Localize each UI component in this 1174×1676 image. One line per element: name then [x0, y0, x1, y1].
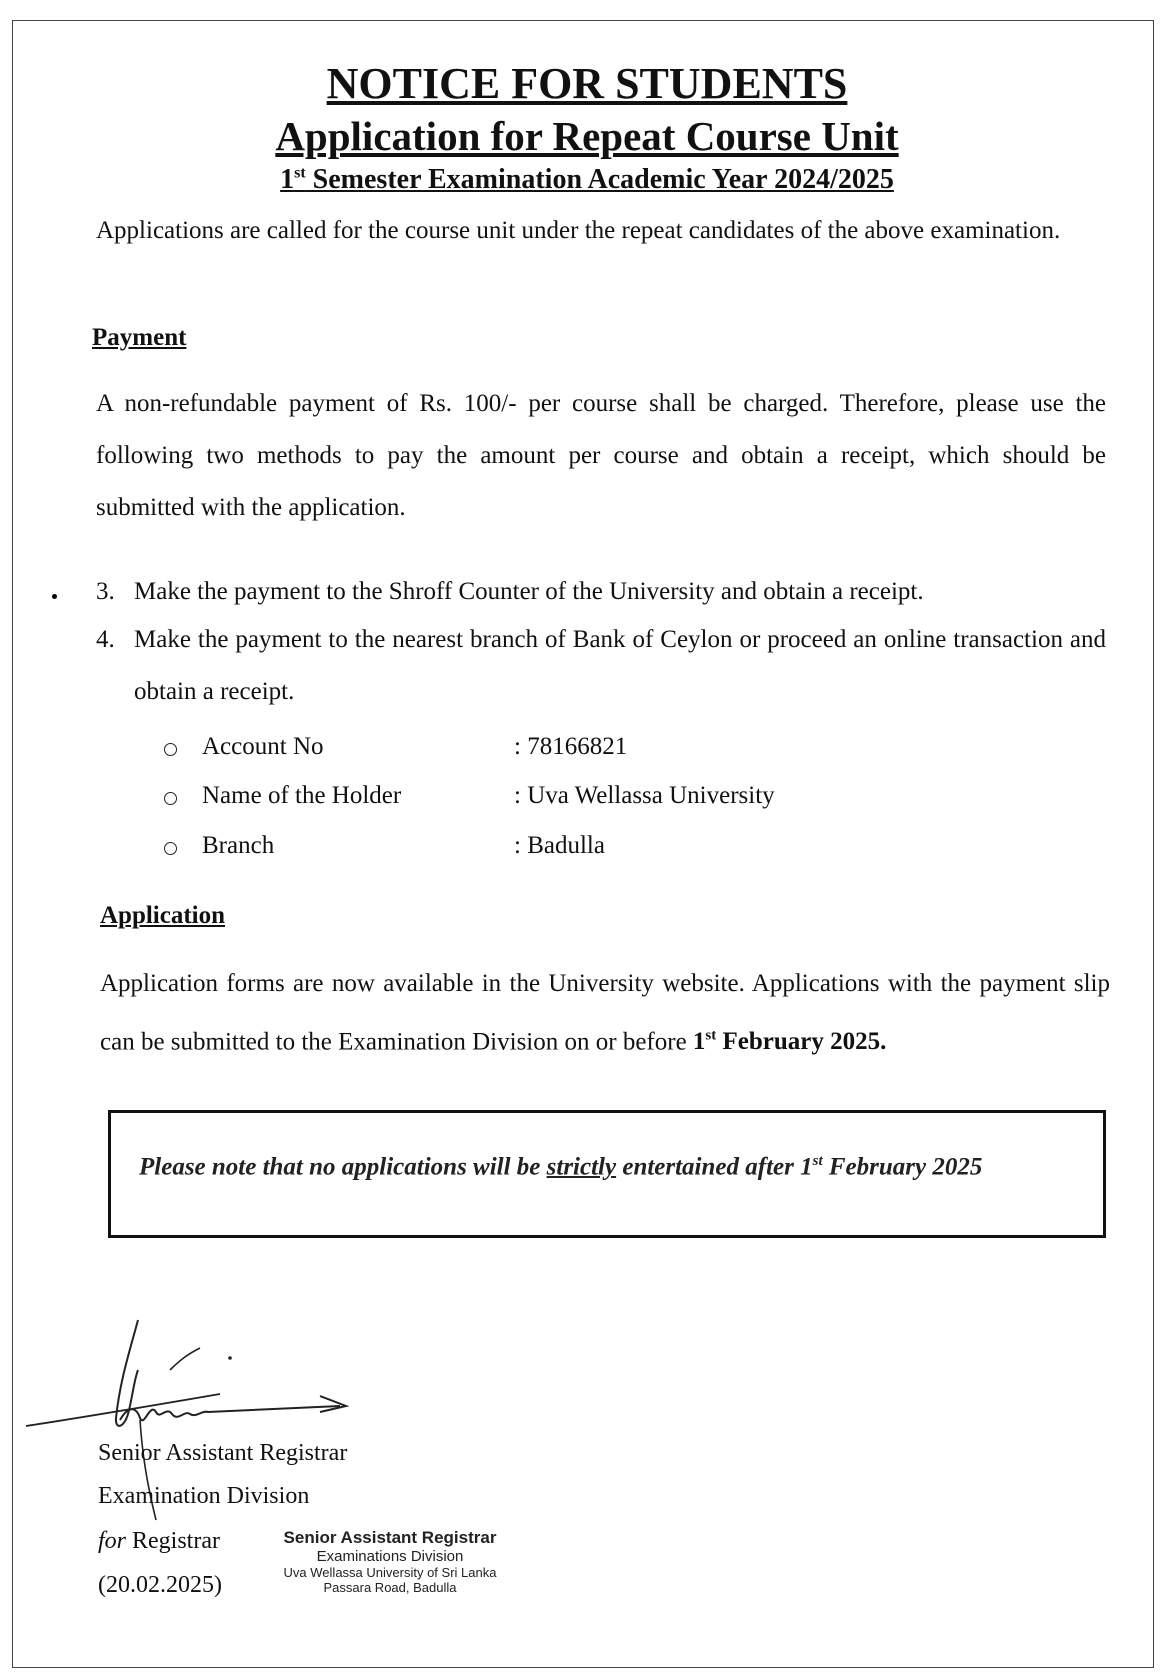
notice-text-end: February 2025 — [822, 1153, 983, 1181]
signatory-for — [98, 1528, 220, 1555]
registrar-text: Registrar — [126, 1528, 220, 1554]
circle-bullet-icon — [164, 842, 177, 855]
payment-method-item — [96, 566, 1106, 618]
account-label: Branch — [202, 832, 275, 859]
deadline-text: February 2025. — [716, 1028, 887, 1056]
for-text: for — [98, 1528, 127, 1554]
item-number: 4. — [96, 626, 115, 653]
stamp-line-3: Uva Wellassa University of Sri Lanka — [283, 1565, 497, 1580]
payment-method-item — [96, 614, 1106, 718]
notice-text-mid: entertained after 1 — [616, 1153, 813, 1181]
deadline-sup: st — [705, 1028, 717, 1044]
circle-bullet-icon — [164, 792, 177, 805]
circle-bullet-icon — [164, 743, 177, 756]
stamp-line-1: Senior Assistant Registrar — [283, 1528, 497, 1547]
semester-line — [0, 164, 1174, 196]
account-value: : Uva Wellassa University — [514, 782, 775, 809]
stamp-line-2: Examinations Division — [316, 1548, 464, 1565]
application-text: Application forms are now available in the University website. Applications with the payment slip can be submitted to the Examination Division on or before — [100, 970, 1110, 1056]
notice-emphasis: strictly — [546, 1153, 617, 1181]
account-label: Account No — [202, 733, 324, 760]
item-number: 3. — [96, 578, 115, 605]
notice-text: Please note that no applications will be — [139, 1153, 547, 1181]
item-text: Make the payment to the nearest branch of Bank of Ceylon or proceed an online transaction and obtain a receipt. — [134, 626, 1106, 705]
notice-subtitle: Application for Repeat Course Unit — [275, 113, 899, 159]
semester-sup: st — [294, 164, 306, 182]
application-paragraph — [100, 958, 1110, 1068]
application-heading: Application — [100, 902, 226, 929]
intro-paragraph: Applications are called for the course unit under the repeat candidates of the above examination. — [96, 217, 1061, 244]
semester-text: Semester Examination Academic Year 2024/2025 — [305, 164, 894, 195]
semester-number: 1 — [280, 164, 295, 195]
notice-box — [108, 1110, 1106, 1238]
official-stamp — [255, 1528, 525, 1595]
payment-paragraph: A non-refundable payment of Rs. 100/- per course shall be charged. Therefore, please use the following two methods to pay the amount per course and obtain a receipt, which should be submitted with the application. — [96, 390, 1106, 521]
payment-heading: Payment — [92, 324, 187, 351]
item-text: Make the payment to the Shroff Counter of the University and obtain a receipt. — [134, 578, 924, 605]
account-value: : Badulla — [514, 832, 605, 859]
signature-date: (20.02.2025) — [98, 1572, 222, 1598]
signatory-division: Examination Division — [98, 1483, 310, 1509]
stamp-line-4: Passara Road, Badulla — [323, 1580, 457, 1595]
account-label: Name of the Holder — [202, 782, 402, 809]
deadline-number: 1 — [692, 1028, 706, 1056]
notice-sup: st — [812, 1153, 823, 1169]
signatory-title: Senior Assistant Registrar — [98, 1440, 348, 1466]
notice-title: NOTICE FOR STUDENTS — [326, 59, 848, 108]
stray-dot — [52, 594, 57, 599]
account-value: : 78166821 — [514, 733, 628, 760]
